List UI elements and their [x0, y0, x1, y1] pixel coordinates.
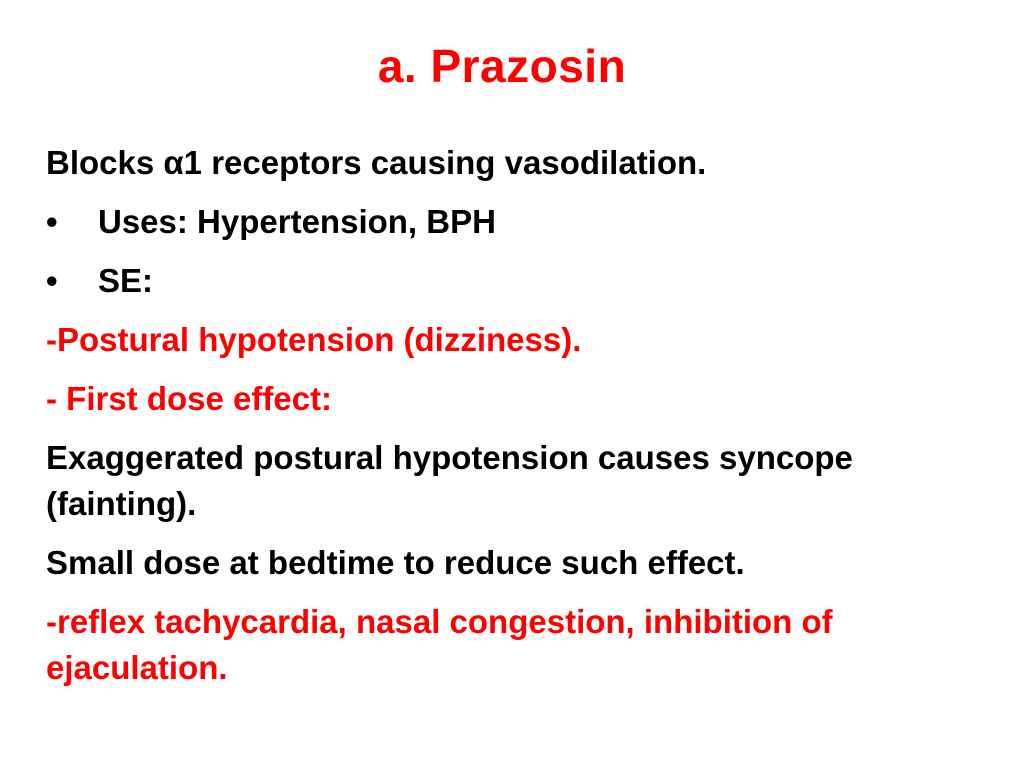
slide-body	[46, 140, 1006, 704]
postural-hypotension-line: -Postural hypotension (dizziness).	[46, 321, 582, 358]
bullet-uses	[46, 199, 1006, 245]
first-dose-effect-line: - First dose effect:	[46, 380, 333, 417]
reflex-tachycardia-line: -reflex tachycardia, nasal congestion, inhibition of ejaculation.	[46, 603, 833, 686]
bullet-icon: •	[46, 203, 58, 240]
slide-title: a. Prazosin	[377, 40, 627, 92]
bullet-icon: •	[46, 262, 58, 299]
exaggerated-hypotension-line: Exaggerated postural hypotension causes syncope (fainting).	[46, 439, 853, 522]
bullet-se	[46, 258, 1006, 304]
small-dose-line: Small dose at bedtime to reduce such effect.	[46, 544, 745, 581]
se-text: SE:	[98, 262, 154, 299]
uses-text: Uses: Hypertension, BPH	[98, 203, 496, 240]
intro-line: Blocks α1 receptors causing vasodilation.	[46, 144, 707, 181]
